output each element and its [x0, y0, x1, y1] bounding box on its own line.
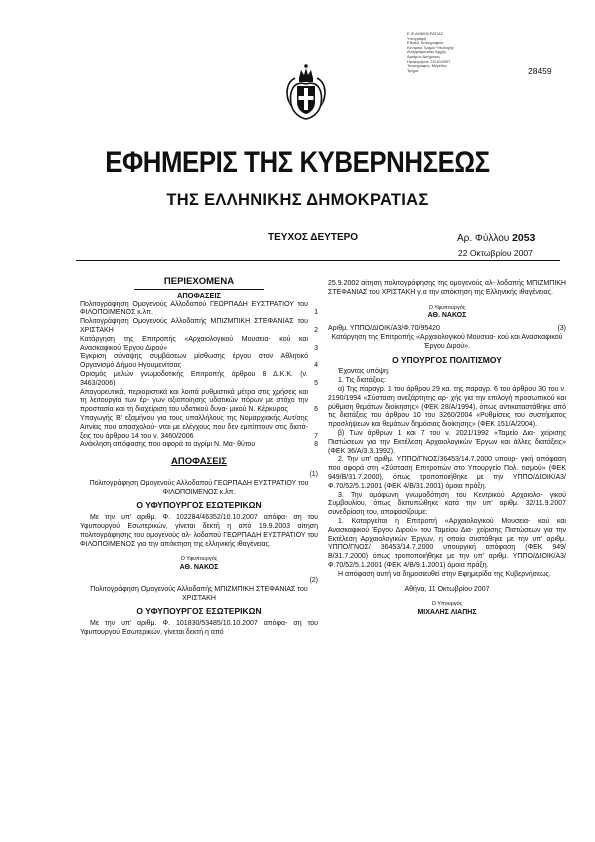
toc-item-page: 1 — [314, 309, 318, 317]
paragraph: Η απόφαση αυτή να δημοσιευθεί στην Εφημερίδα της Κυβερνήσεως. — [338, 570, 551, 578]
toc-item-page: 5 — [314, 379, 318, 387]
stamp-line: Τυπογράφος: Μέγεθος — [407, 63, 448, 69]
stamp-line: Αναγράφουσας Αρχής — [407, 49, 447, 55]
signatory-name: ΑΘ. ΝΑΚΟΣ — [427, 312, 467, 320]
toc-item-text: Κατάργηση της Επιτροπής «Αρχαιολογικού Μουσεια- κού και Ανασκαφικού Έργου Διρού» — [80, 335, 308, 352]
toc-item-page: 7 — [314, 432, 318, 440]
toc-item[interactable] — [80, 353, 318, 371]
decision-number: (1) — [309, 470, 318, 478]
toc-item-page: 8 — [314, 441, 318, 449]
stamp-line: Κεντρικό Τμήμα Υποδοχής — [407, 44, 454, 50]
toc-item-page: 6 — [314, 406, 318, 414]
header-divider — [76, 260, 560, 261]
paragraph: 1. Τις διατάξεις: — [338, 377, 386, 385]
paragraph: 1. Καταργείται η Επιτροπή «Αρχαιολογικού Μουσεια- κού και Ανασκαφικού Έργου Διρού» του Ταμείου Δια- χείρισης Πιστώσεων για την Εκτέλεση Αρχαιολογικών Έργων, η οποία συστάθηκε με την υπ' αριθμ. ΥΠΠΟ/ΓΝΟΣ/ 36453/14.7.2000 υπουργική απόφαση (ΦΕΚ 949/Β/31.7.2000) όπως τροποποιήθηκε με την υπ' αριθμ. ΥΠΠΟ/ΔΙΟΙΚ/Α3/ Φ.70/52/5.1.2001 (ΦΕΚ 4/Β/9.1.2001) όμοια πράξη. — [328, 517, 566, 569]
stamp-line: Ημερομηνία: 22/10/2007 — [407, 58, 451, 64]
stamp-line: Εθνικό Τυπογραφείο — [407, 40, 444, 46]
toc-item-text: Πολιτογράφηση Ομογενούς Αλλοδαπού ΓΕΩΡΠΑΔΗ ΕΥΣΤΡΑΤΙΟΥ του ΦΙΛΟΠΟΙΜΕΝΟΣ κ.λπ. — [80, 300, 308, 317]
signatory-name: ΑΘ. ΝΑΚΟΣ — [179, 564, 219, 572]
toc-item-page: 2 — [314, 326, 318, 334]
toc-item-text: Ανάκληση απόφασης που αφορά το αγρίμι Ν. Μα- θύτου — [80, 441, 256, 449]
toc-item-text: Έγκριση σύναψης συμβάσεων μίσθωσης έργου στον Αθλητικό Οργανισμό Δήμου Ηγουμενίτσας — [80, 353, 308, 370]
signatory-title: Ο Υφυπουργός — [180, 556, 218, 563]
toc-underline — [134, 289, 264, 290]
paragraph: 3. Την ομόφωνη γνωμοδότηση του Κεντρικού Αρχαιολο- γικού Συμβουλίου, όπως διατυπώθηκε κατά την υπ' αριθμ. 32/11.9.2007 συνεδρίαση του, αποφασίζουμε: — [328, 491, 566, 517]
signatory-title: Ο Υφυπουργός — [428, 304, 466, 311]
signatory-name: ΜΙΧΑΛΗΣ ΛΙΑΠΗΣ — [417, 609, 477, 617]
toc-item[interactable] — [80, 318, 318, 336]
sheet-number — [457, 232, 535, 244]
decision-title: Κατάργηση της Επιτροπής «Αρχαιολογικού Μουσεια- κού και Ανασκαφικού Έργου Διρού». — [331, 333, 563, 350]
toc-item[interactable] — [80, 301, 318, 319]
toc-item[interactable] — [80, 336, 318, 354]
right-column — [328, 280, 566, 618]
decision-body: Με την υπ' αριθμ. Φ. 101830/53485/10.10.2007 απόφα- ση του Υφυπουργού Εσωτερικών, γίνεται δεκτή η από — [80, 620, 318, 636]
issue-label: ΤΕΥΧΟΣ ΔΕΥΤΕΡΟ — [268, 232, 359, 243]
coat-of-arms-icon — [283, 62, 329, 120]
document-number: 28459 — [528, 66, 552, 76]
reception-stamp — [407, 32, 487, 73]
decision-title: Πολιτογράφηση Ομογενούς Αλλοδαπού ΓΕΩΡΠΑΔΗ ΕΥΣΤΡΑΤΙΟΥ του ΦΙΛΟΠΟΙΜΕΝΟΣ κ.λπ. — [89, 479, 309, 496]
sheet-label: Αρ. Φύλλου — [457, 233, 510, 244]
considering-label: Έχοντας υπόψη: — [338, 368, 390, 376]
decisions-heading: ΑΠΟΦΑΣΕΙΣ — [171, 456, 227, 468]
paragraph: 2. Την υπ' αριθμ. ΥΠΠΟ/ΓΝΟΣ/36453/14.7.2000 υπουρ- γική απόφαση που αφορά στη «Σύσταση Επιτροπών στο Υπουργείο Πολ. τισμού» (ΦΕΚ 949/Β/31.7.2000), όπως τροποποιήθηκε με την ΥΠΠΟ/ΔΙΟΙΚ/Α3/Φ.70/52/5.1.2001 (ΦΕΚ 4/Β/31.2001) όμοια πράξη. — [328, 456, 566, 490]
stamp-line: Υπογραφή — [407, 35, 427, 41]
decision-title: Πολιτογράφηση Ομογενούς Αλλοδαπής ΜΠΙΖΜΠΙΚΗ ΣΤΕΦΑΝΙΑΣ του ΧΡΙΣΤΑΚΗ — [90, 585, 308, 602]
toc-heading: ΠΕΡΙΕΧΟΜΕΝΑ — [163, 276, 235, 287]
decision-reference-row — [328, 325, 566, 334]
toc-item[interactable] — [80, 415, 318, 441]
sheet-number-value: 2053 — [512, 232, 536, 244]
left-column — [80, 278, 318, 638]
decision-body-continued: 25.9.2002 αίτηση πολιτογράφησης της ομογενούς αλ- λοδαπής ΜΠΙΖΜΠΙΚΗ ΣΤΕΦΑΝΙΑΣ του ΧΡΙΣΤΑΚΗ γ.α την απόκτηση της Ελληνικής ιθαγένειας. — [328, 280, 566, 296]
decision-number: (2) — [309, 576, 318, 584]
minister-heading: Ο ΥΠΟΥΡΓΟΣ ΠΟΛΙΤΙΣΜΟΥ — [392, 354, 502, 365]
toc-item-text: Υπαγωγής Β' εξαμήνου για τους υπαλλήλους της Νομαρχιακής Αυτ/σης Αιτνίας που απασχολού- νται με ελέγχους που δεν εμπίπτουν στις διατά- ξεις του άρθρου 14 του ν. 3460/2006 — [80, 414, 308, 440]
toc-item-page: 3 — [314, 344, 318, 352]
toc-item[interactable] — [80, 389, 318, 415]
place-date: Αθήνα, 11 Οκτωβρίου 2007 — [404, 585, 490, 593]
issue-date: 22 Οκτωβρίου 2007 — [458, 248, 533, 258]
toc-item-text: Ορισμός μελών γνωμοδοτικής Επιτροπής άρθρου 8 Δ.Κ.Κ. (ν. 3463/2006) — [80, 370, 308, 387]
decision-body: Με την υπ' αριθμ. Φ. 102284/46352/10.10.2007 απόφα- ση του Υφυπουργού Εσωτερικών, γίνεται δεκτή η από 19.9.2003 αίτηση πολιτογράφησης του ομογενούς αλ- λοδαπού ΓΕΩΡΠΑΔΗ ΕΥΣΤΡΑΤΙΟΥ του ΦΙΛΟΠΟΙΜΕΝΟΣ για την απόκτηση της ελληνικής ιθαγένειας. — [80, 514, 318, 548]
minister-heading: Ο ΥΦΥΠΟΥΡΓΟΣ ΕΣΩΤΕΡΙΚΩΝ — [136, 500, 262, 511]
gazette-title: ΕΦΗΜΕΡΙΣ ΤΗΣ ΚΥΒΕΡΝΗΣΕΩΣ — [105, 146, 490, 179]
paragraph: α) Της παραγρ. 1 του άρθρου 29 κα. της παραγρ. 6 του άρθρου 30 του ν. 2190/1994 «Σύσταση ανεξάρτητης αρ- χής για την επιλογή προσωπικού και ρύθμιση θεμάτων διοίκησης» (ΦΕΚ 28/Α/1994), όπως αντικαταστάθηκε από τις διατάξεις του άρθρου 10 του 3260/2004 «Ρυθμίσεις του συστήματος προσλήψεων και θεμάτων δημόσιας διοίκησης» (ΦΕΚ 151/Α/2004). — [328, 385, 566, 429]
stamp-line: Τμήμα — [407, 67, 419, 73]
toc-item[interactable] — [80, 441, 318, 450]
toc-item[interactable] — [80, 371, 318, 389]
signatory-title: Ο Υπουργός — [431, 601, 463, 608]
toc-item-text: Πολιτογράφηση Ομογενούς Αλλοδαπής ΜΠΙΖΜΠΙΚΗ ΣΤΕΦΑΝΙΑΣ του ΧΡΙΣΤΑΚΗ — [80, 318, 308, 334]
decision-reference: Αριθμ. ΥΠΠΟ/ΔΙΟΙΚ/Α3/Φ.70/95420 — [328, 325, 440, 333]
toc-item-text: Απαγορευτικά, περιοριστικά και λοιπά ρυθμιστικά μέτρα στις χρήσεις και τη λειτουργία των έρ- γων αξιοποίησης υδατικών πόρων με στόχο την προστασία και τη διαχείριση του υδατικού δυνα- μικού Ν. Κέρκυρας — [80, 388, 308, 414]
stamp-line: Ε.Φ.ΔΗΜΟΚΡΑΤΙΑΣ — [407, 31, 444, 36]
toc-subheading: ΑΠΟΦΑΣΕΙΣ — [176, 290, 222, 300]
decision-number: (3) — [557, 325, 566, 333]
minister-heading: Ο ΥΦΥΠΟΥΡΓΟΣ ΕΣΩΤΕΡΙΚΩΝ — [136, 606, 262, 617]
gazette-subtitle: ΤΗΣ ΕΛΛΗΝΙΚΗΣ ΔΗΜΟΚΡΑΤΙΑΣ — [166, 191, 429, 209]
paragraph: β) Των άρθρων 1 και 7 του ν. 2021/1992 «Ταμείο Δια- χείρισης Πιστώσεων για την Εκτέλεση Αρχαιολογικών Έργων και άλλες διατάξεις» (ΦΕΚ 36/Α/3.3.1992). — [328, 429, 566, 455]
stamp-line: Αριθμός Αιτήματος — [407, 53, 441, 59]
toc-item-page: 4 — [314, 362, 318, 370]
